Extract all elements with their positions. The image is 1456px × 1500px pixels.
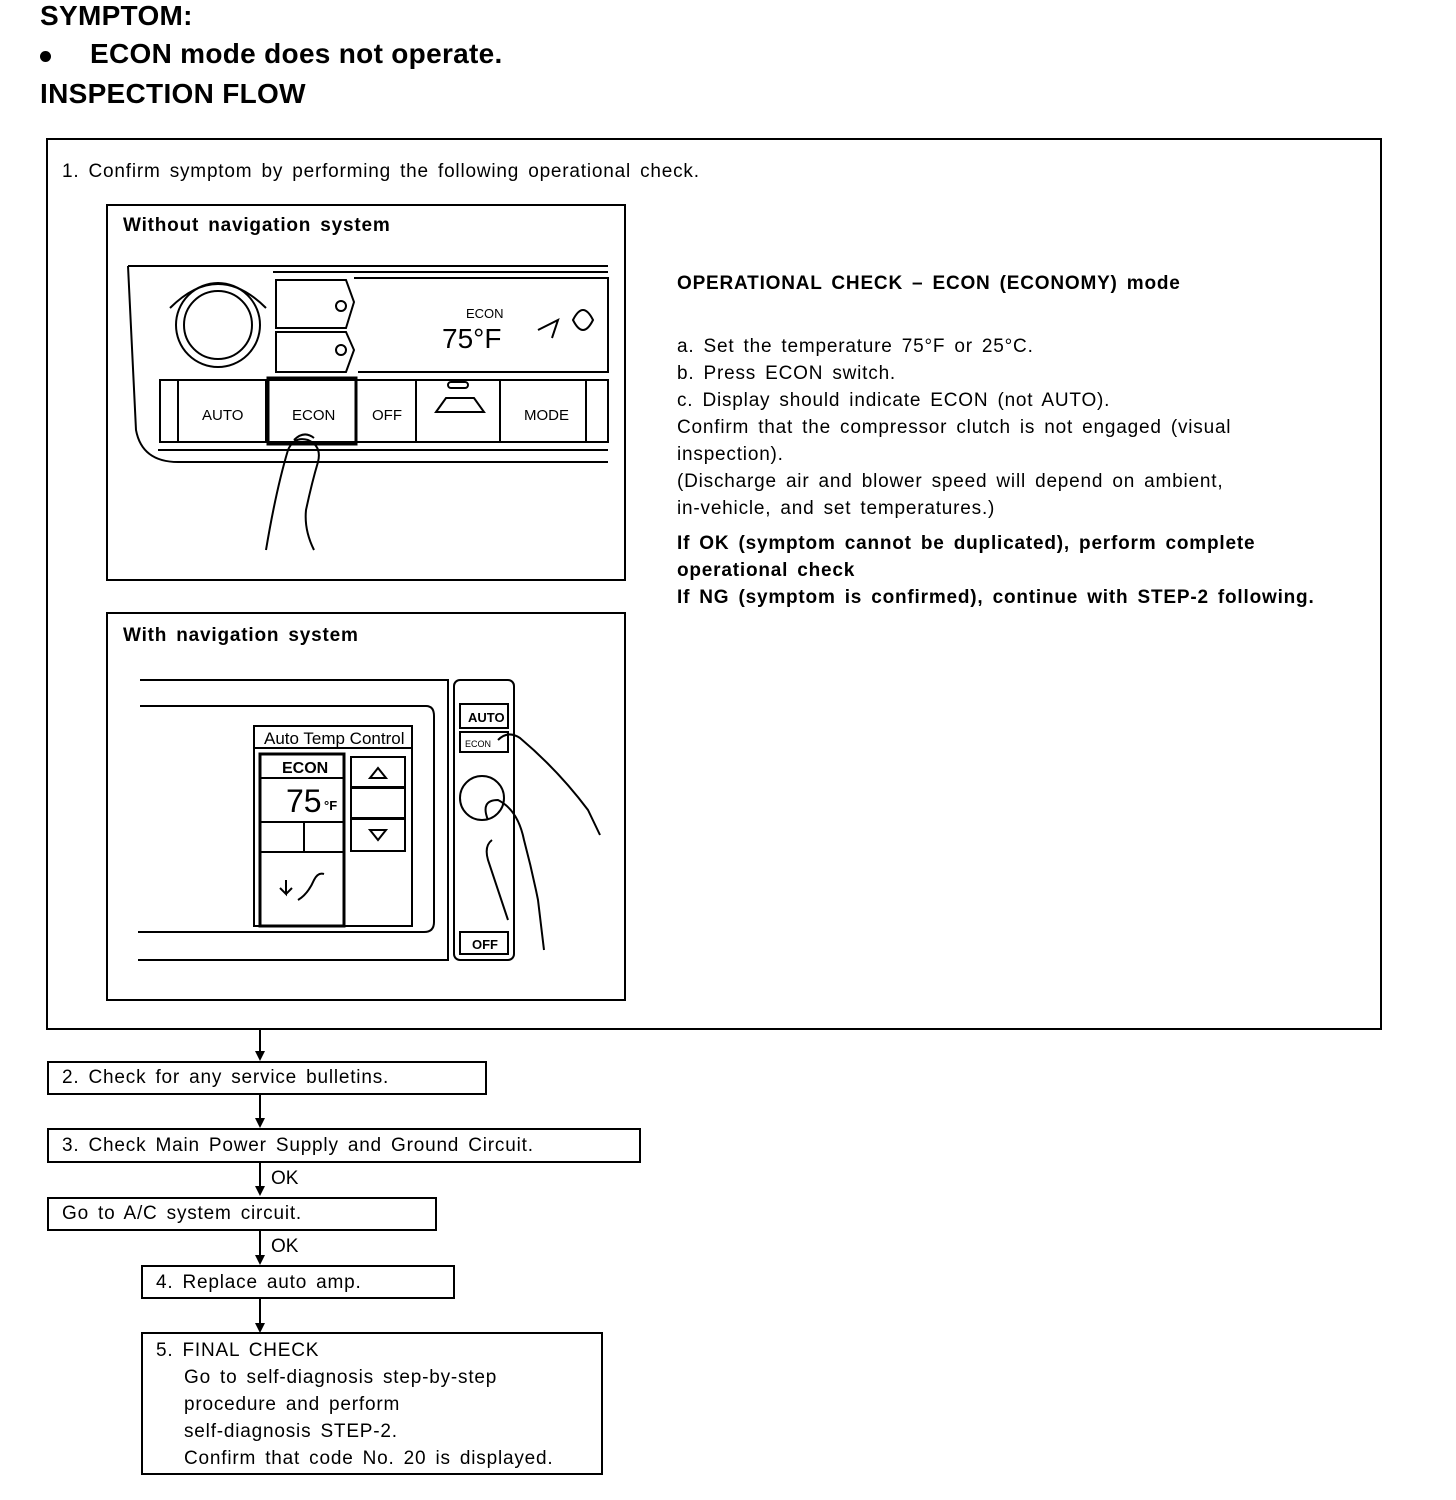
panel-a-temp-display: 75°F: [442, 323, 502, 354]
panel-a-econ-label: ECON: [466, 306, 504, 321]
nav-econ-button[interactable]: ECON: [465, 739, 492, 749]
flow-arrow: [259, 1095, 261, 1119]
arrow-down-icon: [255, 1118, 265, 1128]
arrow-down-icon: [255, 1255, 265, 1265]
step1-text: 1. Confirm symptom by performing the following operational check.: [62, 161, 700, 182]
opcheck-line: b. Press ECON switch.: [677, 363, 897, 384]
flow-arrow: [259, 1163, 261, 1187]
step2-text: 2. Check for any service bulletins.: [62, 1067, 390, 1088]
opcheck-bold-line: If NG (symptom is confirmed), continue with STEP-2 following.: [677, 587, 1315, 608]
nav-off-button[interactable]: OFF: [472, 937, 498, 952]
step5-line: procedure and perform: [184, 1394, 401, 1415]
nav-screen-title: Auto Temp Control: [264, 729, 405, 748]
nav-temp-unit: °F: [324, 798, 338, 813]
opcheck-line: a. Set the temperature 75°F or 25°C.: [677, 336, 1034, 357]
opcheck-line: c. Display should indicate ECON (not AUTO).: [677, 390, 1111, 411]
step5-line: self-diagnosis STEP-2.: [184, 1421, 398, 1442]
arrow-down-icon: [255, 1051, 265, 1061]
panel-a-mode-button[interactable]: MODE: [524, 407, 569, 424]
nav-temp-value: 75: [286, 783, 322, 819]
step5-line: Confirm that code No. 20 is displayed.: [184, 1448, 554, 1469]
step4-text: 4. Replace auto amp.: [156, 1272, 362, 1293]
opcheck-line: Confirm that the compressor clutch is not engaged (visual: [677, 417, 1232, 438]
step3-text: 3. Check Main Power Supply and Ground Circuit.: [62, 1135, 534, 1156]
ok-label: OK: [271, 1168, 299, 1189]
panel-a-off-button[interactable]: OFF: [372, 407, 402, 424]
nav-econ-label: ECON: [282, 760, 329, 777]
symptom-title: SYMPTOM:: [40, 0, 193, 31]
ok-label: OK: [271, 1236, 299, 1257]
panel-with-nav-title: With navigation system: [123, 625, 359, 646]
goto-text: Go to A/C system circuit.: [62, 1203, 302, 1224]
flow-arrow: [259, 1231, 261, 1256]
opcheck-title: OPERATIONAL CHECK – ECON (ECONOMY) mode: [677, 273, 1181, 294]
step5-line: 5. FINAL CHECK: [156, 1340, 320, 1361]
opcheck-bold-line: If OK (symptom cannot be duplicated), perform complete: [677, 533, 1256, 554]
inspection-flow-title: INSPECTION FLOW: [40, 78, 306, 109]
panel-a-econ-button[interactable]: ECON: [292, 407, 336, 424]
arrow-down-icon: [255, 1186, 265, 1196]
flow-arrow: [259, 1299, 261, 1324]
bullet-icon: [40, 51, 51, 62]
opcheck-line: in-vehicle, and set temperatures.): [677, 498, 996, 519]
control-panel-illustration: [108, 250, 624, 578]
opcheck-bold-line: operational check: [677, 560, 856, 581]
nav-panel-illustration: [108, 660, 624, 996]
symptom-text: ECON mode does not operate.: [90, 38, 503, 69]
step5-line: Go to self-diagnosis step-by-step: [184, 1367, 498, 1388]
nav-auto-button[interactable]: AUTO: [468, 710, 505, 725]
opcheck-line: (Discharge air and blower speed will depend on ambient,: [677, 471, 1224, 492]
flow-arrow: [259, 1030, 261, 1052]
opcheck-line: inspection).: [677, 444, 784, 465]
panel-without-nav-title: Without navigation system: [123, 215, 391, 236]
panel-a-auto-button[interactable]: AUTO: [202, 407, 244, 424]
